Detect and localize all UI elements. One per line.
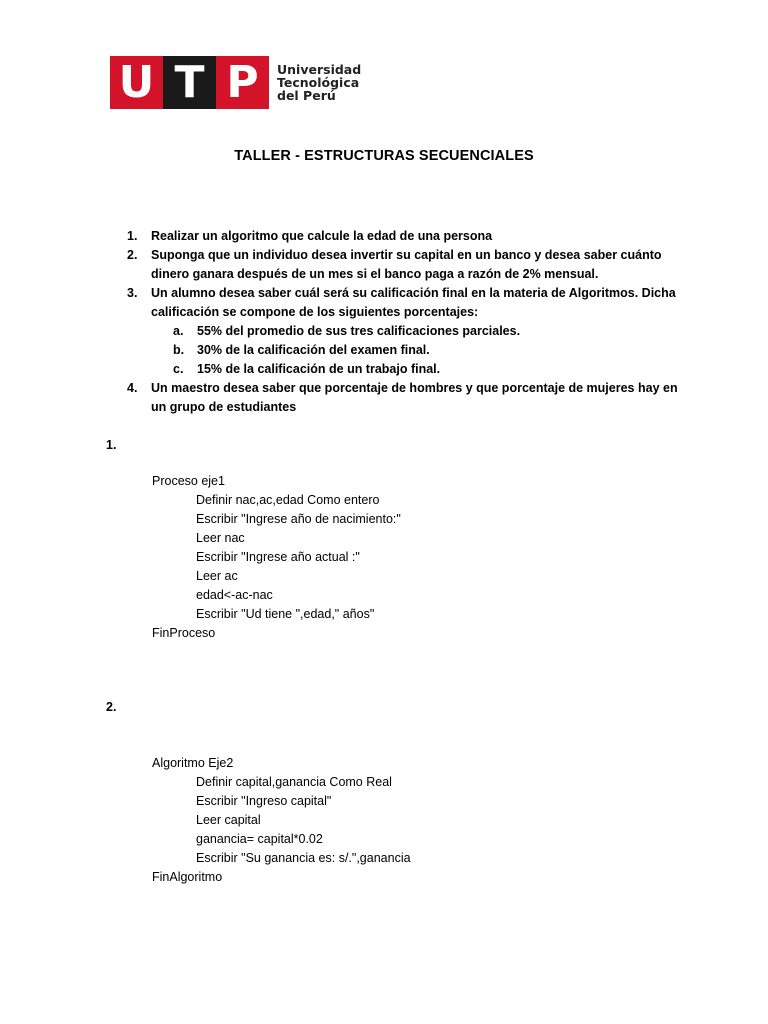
page-title: TALLER - ESTRUCTURAS SECUENCIALES: [234, 148, 534, 164]
logo-letter-p: P: [216, 56, 269, 109]
subitem-text: 15% de la calificación de un trabajo final.: [197, 362, 441, 376]
subitem-letter: c.: [173, 362, 184, 376]
utp-logo: [110, 56, 361, 109]
question-number: 3.: [127, 286, 138, 300]
code-header: Proceso eje1: [152, 474, 225, 488]
question-text: Suponga que un individuo desea invertir su capital en un banco y desea saber cuánto: [151, 248, 662, 262]
subitem-text: 55% del promedio de sus tres calificaciones parciales.: [197, 324, 521, 338]
code-line: Definir capital,ganancia Como Real: [196, 775, 392, 789]
logo-university-name: [277, 63, 361, 102]
code-header: Algoritmo Eje2: [152, 756, 234, 770]
code-line: edad<-ac-nac: [196, 588, 273, 602]
code-footer: FinProceso: [152, 626, 216, 640]
logo-name-line: Universidad: [277, 62, 362, 77]
subitem-letter: b.: [173, 343, 185, 357]
logo-letter-t: T: [163, 56, 216, 109]
code-line: Escribir "Ingrese año actual :": [196, 550, 360, 564]
solution-number: 2.: [106, 700, 117, 714]
code-line: Definir nac,ac,edad Como entero: [196, 493, 380, 507]
logo-letter-blocks: [110, 56, 269, 109]
logo-name-line: del Perú: [277, 88, 336, 103]
code-line: Escribir "Su ganancia es: s/.",ganancia: [196, 851, 411, 865]
question-number: 1.: [127, 229, 138, 243]
solution-number: 1.: [106, 438, 117, 452]
code-line: Leer ac: [196, 569, 238, 583]
question-text: Un maestro desea saber que porcentaje de hombres y que porcentaje de mujeres hay en: [151, 381, 678, 395]
code-footer: FinAlgoritmo: [152, 870, 223, 884]
code-line: ganancia= capital*0.02: [196, 832, 323, 846]
subitem-text: 30% de la calificación del examen final.: [197, 343, 430, 357]
code-line: Leer nac: [196, 531, 245, 545]
question-number: 4.: [127, 381, 138, 395]
question-text: dinero ganara después de un mes si el banco paga a razón de 2% mensual.: [151, 267, 599, 281]
code-line: Escribir "Ud tiene ",edad," años": [196, 607, 375, 621]
question-text: un grupo de estudiantes: [151, 400, 297, 414]
code-line: Escribir "Ingrese año de nacimiento:": [196, 512, 401, 526]
logo-letter-u: U: [110, 56, 163, 109]
logo-name-line: Tecnológica: [277, 75, 360, 90]
question-text: Un alumno desea saber cuál será su calificación final en la materia de Algoritmos. Dicha: [151, 286, 676, 300]
code-line: Leer capital: [196, 813, 261, 827]
question-text: Realizar un algoritmo que calcule la edad de una persona: [151, 229, 493, 243]
question-text: calificación se compone de los siguientes porcentajes:: [151, 305, 479, 319]
question-number: 2.: [127, 248, 138, 262]
subitem-letter: a.: [173, 324, 184, 338]
code-line: Escribir "Ingreso capital": [196, 794, 332, 808]
